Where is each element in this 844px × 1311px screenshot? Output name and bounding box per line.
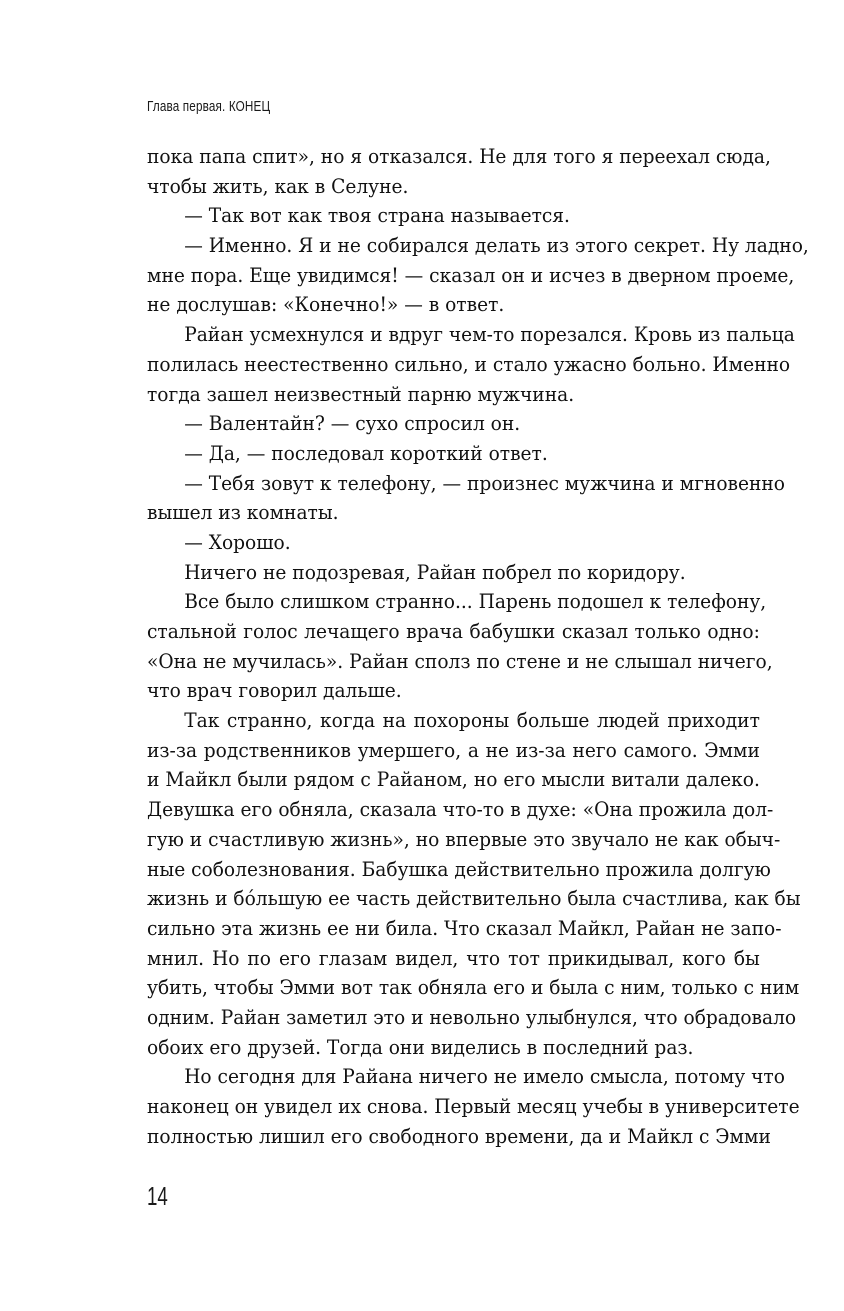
text-line: наконец он увидел их снова. Первый месяц учебы в университете [147,1094,800,1118]
text-line: убить, чтобы Эмми вот так обняла его и была с ним, только с ним [147,975,800,1000]
text-line: и Майкл были рядом с Райаном, но его мысли витали далеко. [147,767,760,792]
body-text [147,142,809,1151]
text-line: Ничего не подозревая, Райан побрел по коридору. [184,559,686,584]
text-line: Так странно, когда на похороны больше людей приходит [184,708,760,733]
text-line: ные соболезнования. Бабушка действительно прожила долгую [147,856,771,881]
text-line: вышел из комнаты. [147,500,339,525]
text-line: мне пора. Еще увидимся! — сказал он и исчез в дверном проеме, [147,262,795,287]
text-line: — Тебя зовут к телефону, — произнес мужчина и мгновенно [184,470,786,495]
text-line: — Именно. Я и не собирался делать из этого секрет. Ну ладно, [184,233,809,258]
text-line: мнил. Но по его глазам видел, что тот прикидывал, кого бы [147,945,760,970]
text-line: «Она не мучилась». Райан сполз по стене и не слышал ничего, [147,648,773,673]
running-head: Глава первая. КОНЕЦ [147,98,271,115]
text-line: Райан усмехнулся и вдруг чем-то порезался. Кровь из пальца [184,322,795,347]
text-line: — Хорошо. [184,529,291,554]
text-line: Все было слишком странно... Парень подошел к телефону, [184,589,767,614]
text-line: обоих его друзей. Тогда они виделись в последний раз. [147,1034,694,1059]
text-line: полностью лишил его свободного времени, да и Майкл с Эмми [147,1123,771,1148]
text-line: одним. Райан заметил это и невольно улыбнулся, что обрадовало [147,1004,797,1029]
text-line: чтобы жить, как в Селуне. [147,173,409,198]
text-line: Девушка его обняла, сказала что-то в духе: «Она прожила дол- [147,797,774,822]
text-line: — Валентайн? — сухо спросил он. [184,411,521,436]
text-line: — Так вот как твоя страна называется. [184,203,570,228]
text-line: сильно эта жизнь ее ни била. Что сказал Майкл, Райан не запо- [147,915,782,940]
text-line: жизнь и бóльшую ее часть действительно была счастлива, как бы [147,886,801,911]
text-line: Но сегодня для Райана ничего не имело смысла, потому что [184,1064,785,1089]
text-line: тогда зашел неизвестный парню мужчина. [147,381,575,406]
text-line: не дослушав: «Конечно!» — в ответ. [147,292,505,317]
text-line: — Да, — последовал короткий ответ. [184,440,548,465]
text-line: полилась неестественно сильно, и стало ужасно больно. Именно [147,351,791,376]
page-number: 14 [147,1181,168,1211]
text-line: гую и счастливую жизнь», но впервые это звучало не как обыч- [147,826,781,851]
text-line: стальной голос лечащего врача бабушки сказал только одно: [147,619,760,643]
text-line: из-за родственников умершего, а не из-за него самого. Эмми [147,737,760,762]
text-line: пока папа спит», но я отказался. Не для того я переехал сюда, [147,144,771,168]
text-line: что врач говорил дальше. [147,678,402,703]
